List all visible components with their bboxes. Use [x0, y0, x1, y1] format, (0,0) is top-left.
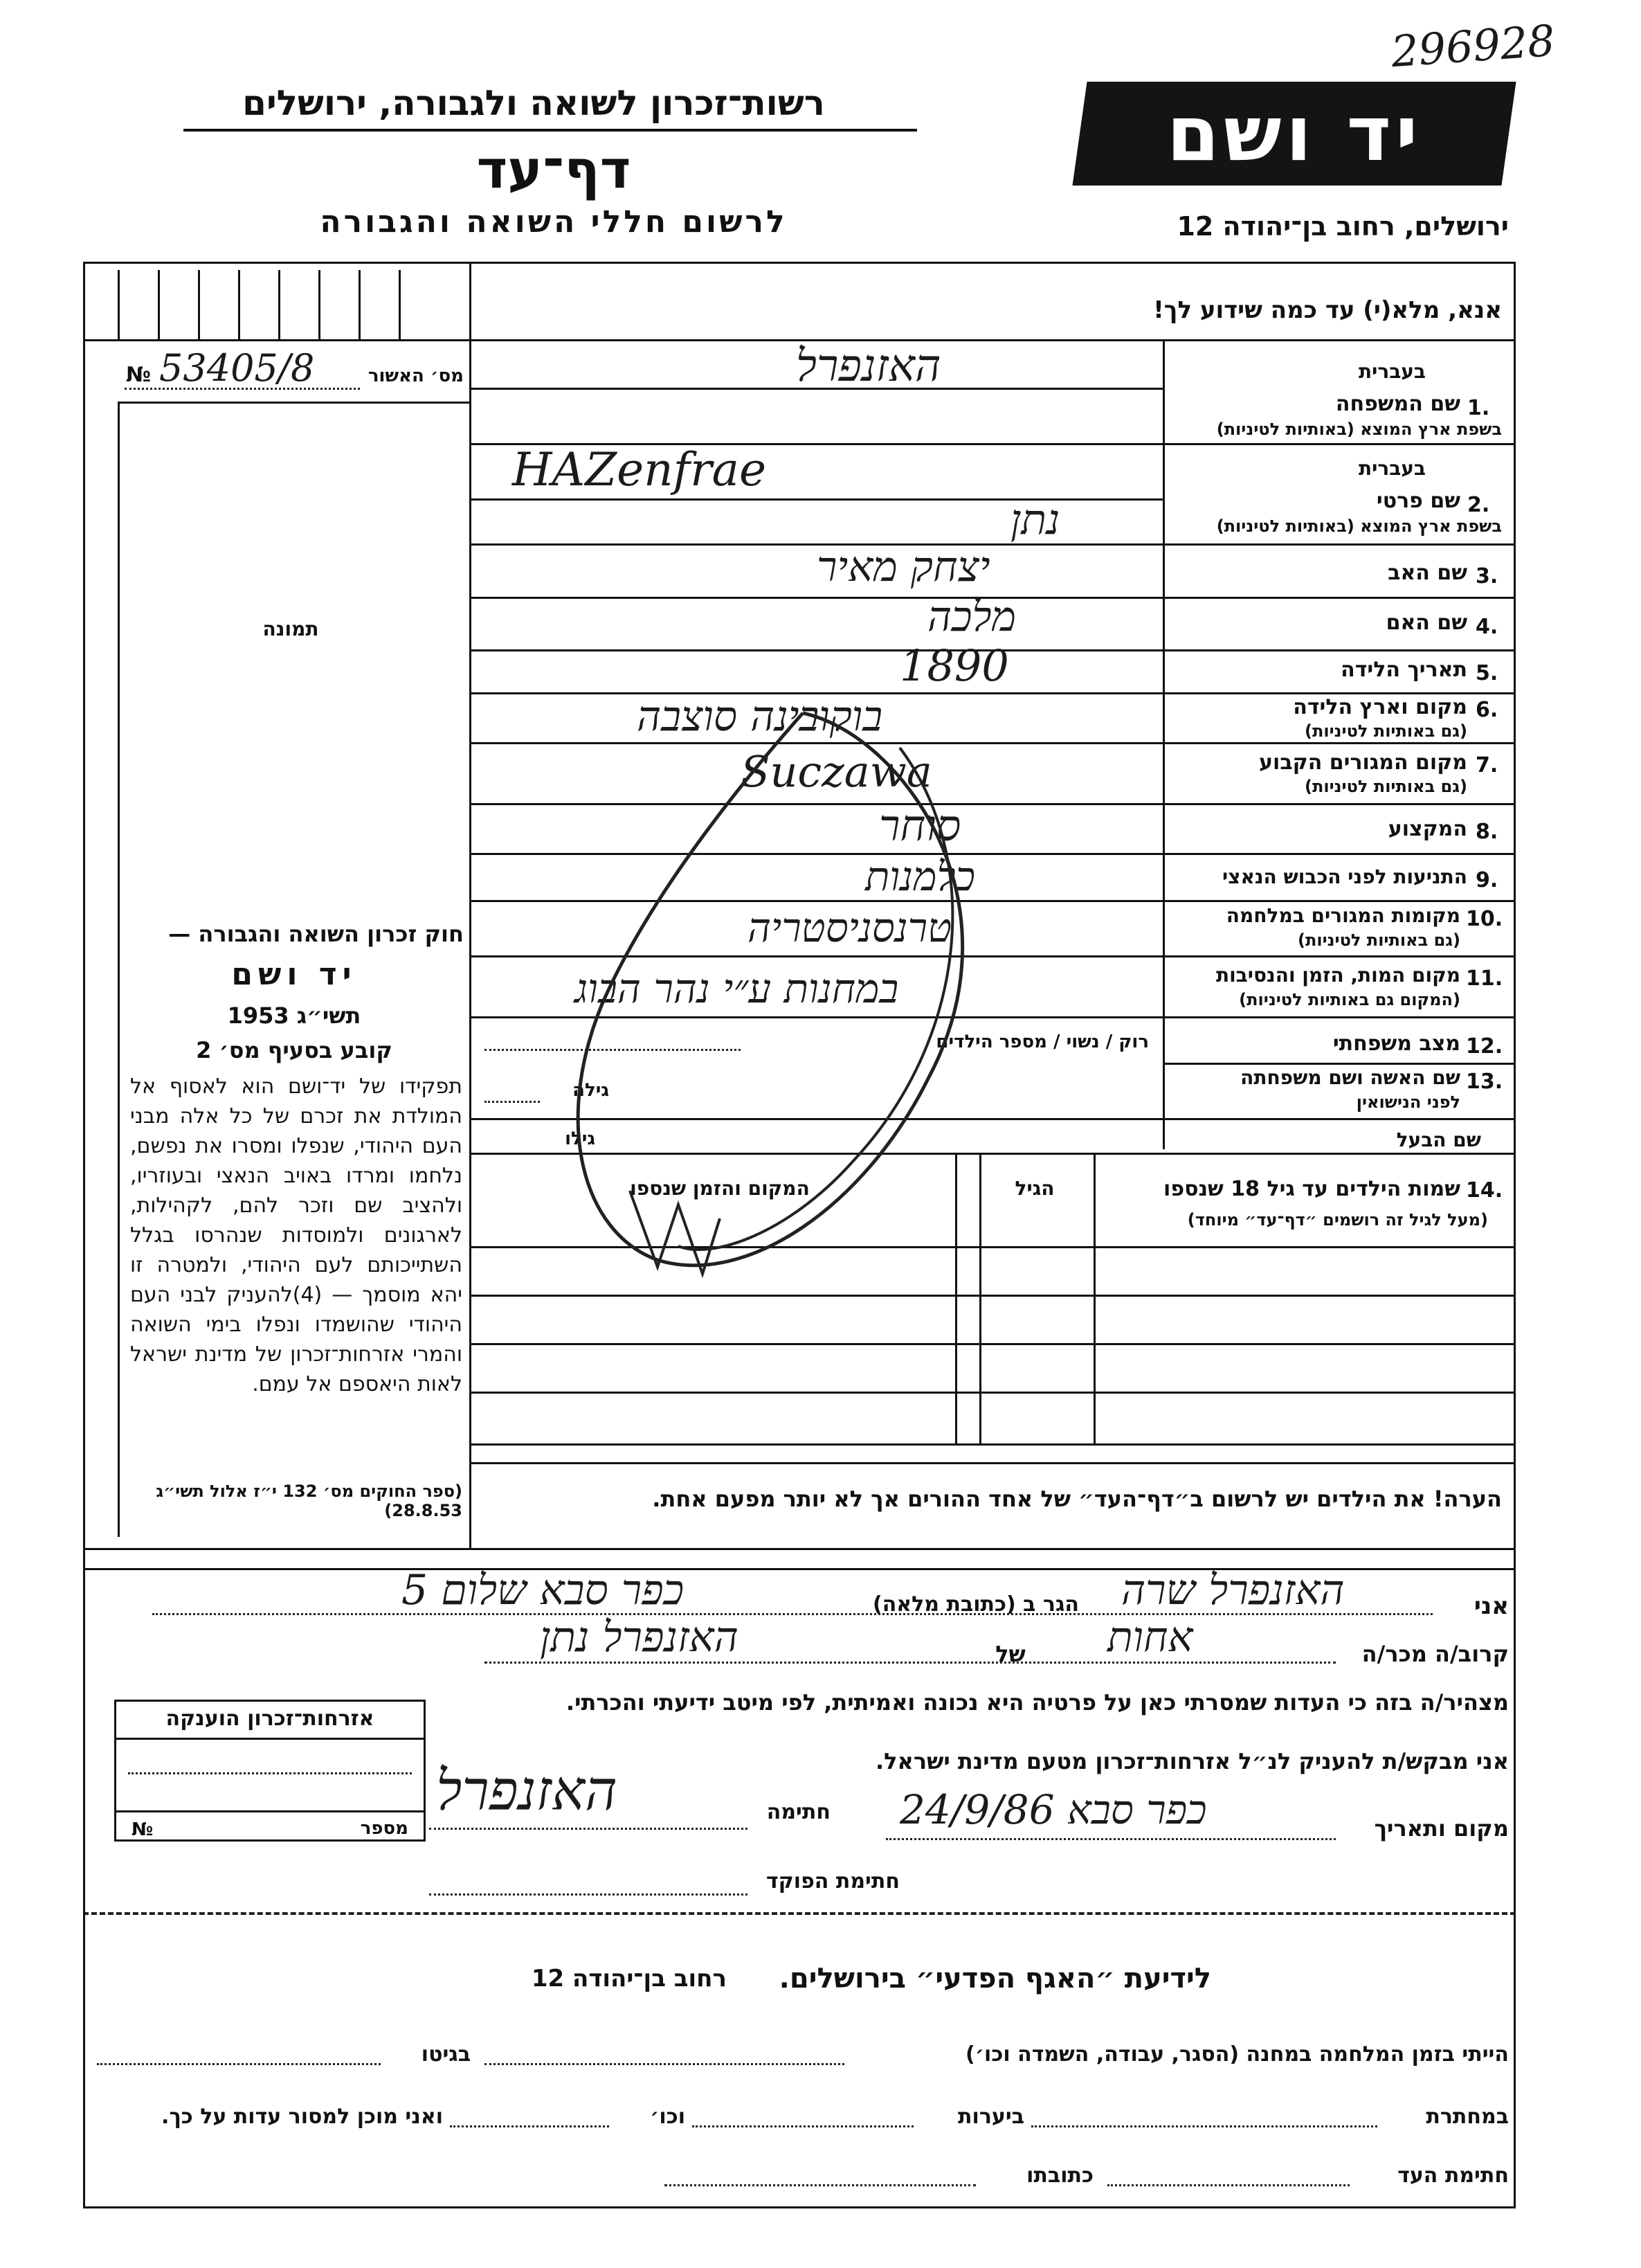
field-12-note: רוק / נשוי / מספר הילדים	[936, 1032, 1149, 1052]
approval-ticks	[118, 270, 436, 339]
children-label: שמות הילדים עד גיל 18 שנספו	[1163, 1177, 1460, 1201]
field-13-wife-age: גילה	[572, 1080, 609, 1101]
bottom-underground: במחתרת	[1426, 2105, 1509, 2129]
authority-line: רשות־זכרון לשואה ולגבורה, ירושלים	[242, 83, 825, 123]
field-13-note: לפני הנישואין	[1356, 1092, 1460, 1112]
field-1-hebrew-hint: בעברית	[1358, 360, 1426, 383]
subtitle: לרשום חללי השואה והגבורה	[320, 204, 788, 240]
sep-8	[1165, 853, 1516, 855]
sep-3	[1165, 597, 1516, 599]
field-12-num: 12.	[1466, 1034, 1503, 1059]
sep-10	[1165, 955, 1516, 957]
remark-text: הערה! את הילדים יש לרשום ב״דף־העד״ של אחד ההורים אך לא יותר מפעם אחת.	[652, 1486, 1502, 1512]
bottom-address: רחוב בן־יהודה 12	[531, 1965, 727, 1992]
bottom-forests: ביערות	[958, 2105, 1024, 2129]
field-13-wife-dotline	[484, 1101, 540, 1103]
bottom-witness-sig: חתימת העד	[1397, 2163, 1509, 2188]
bottom-underground-dots	[1031, 2125, 1377, 2127]
field-2-value-latin: HAZenfrae	[512, 443, 767, 496]
field-2-note: בשפת ארץ המוצא (באותיות לטיניות)	[1216, 516, 1502, 536]
ink-scribble	[540, 692, 1080, 1315]
declarant-name: האזנפרל שרה	[1121, 1566, 1345, 1614]
bottom-ghetto: בגיטו	[421, 2042, 471, 2067]
bottom-etc: וכו׳	[650, 2105, 685, 2129]
field-1-label: שם המשפחה	[1335, 392, 1460, 416]
approval-number: 53405/8	[159, 346, 315, 390]
photo-frame-left	[118, 402, 120, 1537]
field-6-value: בוקובינה סוצבה	[637, 692, 883, 741]
field-11-num: 11.	[1466, 966, 1503, 991]
logo-text: יד ושם	[1166, 89, 1422, 178]
husband-label: שם הבעל	[1396, 1128, 1481, 1151]
field-7-value: Suczawa	[741, 746, 932, 797]
bottom-forests-dots	[692, 2125, 914, 2127]
remark-bottomline	[83, 1548, 1516, 1550]
request: אני מבקש/ת להעניק לנ״ל אזרחות־זכרון מטעם מדינת ישראל.	[876, 1748, 1509, 1774]
sep-13	[1165, 1118, 1516, 1120]
approval-bottomline	[118, 402, 469, 404]
relation-value: אחות	[1107, 1613, 1193, 1662]
declaration-ani: אני	[1474, 1592, 1509, 1620]
field-7-note: (גם באותיות לטיניות)	[1305, 777, 1467, 796]
field-3-value: יצחק מאיר	[817, 543, 990, 591]
field-10-value: טרנסניסטריה	[747, 904, 952, 951]
sep-9	[1165, 900, 1516, 902]
field-3-num: 3.	[1476, 564, 1498, 588]
place-date-label: מקום ותאריך	[1374, 1815, 1509, 1842]
value-column-divider	[1163, 339, 1165, 1149]
field-6-num: 6.	[1476, 698, 1498, 722]
field-11-value: במחנות ע״י נהר הבוג	[574, 965, 899, 1012]
bottom-ready: ואני מוכן למסור עדות על כך.	[161, 2105, 443, 2129]
approval-prefix: №	[126, 363, 152, 387]
relative-of-value: האזנפרל נתן	[540, 1613, 738, 1662]
bottom-ghetto-dots	[97, 2063, 381, 2065]
field-7-label: מקום המגורים הקבוע	[1259, 750, 1467, 775]
field-12-label: מצב משפחתי	[1332, 1032, 1460, 1056]
citizenship-number-label: מספר	[360, 1818, 408, 1839]
field-11-note: (המקום גם באותיות לטיניות)	[1239, 990, 1460, 1009]
bottom-line1: הייתי בזמן המלחמה במחנה (הסגר, עבודה, השמדה וכו׳)	[965, 2042, 1509, 2067]
of-label: של	[995, 1641, 1026, 1667]
field-6-note: (גם באותיות לטיניות)	[1305, 721, 1467, 741]
children-row-2	[469, 1343, 1516, 1345]
field-2-label: שם פרטי	[1376, 489, 1460, 513]
field-4-num: 4.	[1476, 615, 1498, 639]
field-5-label: תאריך הלידה	[1341, 658, 1467, 682]
field-6-label: מקום וארץ הלידה	[1293, 695, 1467, 719]
citizenship-title: אזרחות־זכרון הוענקה	[165, 1707, 374, 1731]
field-2-num: 2.	[1467, 493, 1490, 517]
signature-label: חתימה	[766, 1800, 831, 1824]
field-4-label: שם האם	[1386, 611, 1467, 635]
archive-number: 296928	[1389, 15, 1557, 78]
approval-dotline	[125, 388, 360, 390]
sep-7	[1165, 803, 1516, 805]
declarant-address: כפר סבא שלום 5	[401, 1566, 684, 1614]
instruction-bottom-line	[469, 339, 1516, 341]
bottom-line1-dots	[484, 2063, 844, 2065]
instruction-text: אנא, מלא(י) עד כמה שידוע לך!	[1153, 296, 1502, 324]
field-10-label: מקומות המגורים במלחמה	[1226, 904, 1460, 927]
vline-4	[469, 649, 1163, 651]
children-place-header: המקום והזמן שנספו	[630, 1177, 810, 1200]
law-title: חוק זכרון השואה והגבורה —	[168, 921, 464, 947]
law-year: תשי״ג 1953	[227, 1002, 361, 1029]
field-8-value: סוחר	[879, 800, 961, 851]
children-col-1	[1094, 1153, 1096, 1443]
bottom-address-label: כתובתו	[1026, 2163, 1094, 2188]
field-9-label: התניעות לפני הכבוש הנאצי	[1222, 865, 1467, 888]
field-5-num: 5.	[1476, 661, 1498, 685]
field-2-value-hebrew: נתן	[1010, 496, 1060, 544]
signature-value: האזנפרל	[436, 1758, 617, 1823]
sep-11	[1165, 1016, 1516, 1018]
header-address: ירושלים, רחוב בן־יהודה 12	[1177, 211, 1509, 242]
bottom-witness-dots	[1107, 2184, 1350, 2186]
bottom-title: לידיעת ״האגף הפדעי״ בירושלים.	[779, 1963, 1211, 1995]
page-title: דף־עד	[476, 138, 631, 200]
field-1-note: בשפת ארץ המוצא (באותיות לטיניות)	[1216, 420, 1502, 439]
field-4-value: מלכה	[927, 593, 1017, 641]
sep-12	[1165, 1063, 1516, 1065]
bottom-address-dots	[664, 2184, 976, 2186]
sep-6	[1165, 742, 1516, 744]
field-10-num: 10.	[1466, 907, 1503, 931]
field-7-num: 7.	[1476, 753, 1498, 777]
vline-3	[469, 597, 1163, 599]
resides-label: הגר ב (כתובת מלאה)	[872, 1592, 1079, 1617]
remark-topline	[469, 1462, 1516, 1464]
approval-label: מס׳ האשור	[368, 366, 464, 386]
field-5-value: 1890	[900, 640, 1009, 691]
field-8-label: המקצוע	[1388, 817, 1467, 841]
children-row-4	[469, 1443, 1516, 1446]
law-section: קובע בסעיף מס׳ 2	[196, 1037, 392, 1063]
photo-label: תמונה	[262, 618, 319, 640]
field-11-label: מקום המות, הזמן והנסיבות	[1215, 964, 1460, 987]
children-row-3	[469, 1392, 1516, 1394]
field-14-num: 14.	[1466, 1178, 1503, 1203]
field-13-label: שם האשה ושם משפחתה	[1240, 1066, 1460, 1089]
law-text: תפקידו של יד־ושם הוא לאסוף אל המולדת את זכרם של כל אלה מבני העם היהודי, שנפלו ומסרו את נפשם, נלחמו ומרדו באויב הנאצי ובעוזריו, ולהציב שם וזכר להם, לקהילות, לארגונים ולמוסדות שנהרסו בגלל השתייכותם לעם היהודי, ולמטרה זו יהא מוסמך — (4)להעניק לבני העם היהודי שהושמדו ונפלו בימי השואה והמרי אזרחות־זכרון של מדינת ישראל לאות היאספם אל עמם.	[130, 1074, 462, 1396]
authority-underline	[183, 129, 917, 132]
law-name: יד ושם	[231, 957, 357, 992]
field-9-num: 9.	[1476, 868, 1498, 892]
place-date-value: כפר סבא 24/9/86	[900, 1786, 1207, 1833]
left-column-divider	[469, 262, 471, 1549]
bottom-etc-dots	[450, 2125, 609, 2127]
law-ref: (ספר החוקים מס׳ 132 י״ז אלול תשי״ג 28.8.53)	[156, 1482, 462, 1520]
sep-5	[1165, 692, 1516, 694]
children-age-header: הגיל	[1015, 1177, 1055, 1200]
field-9-value: כלמנות	[865, 853, 975, 900]
sep-4	[1165, 649, 1516, 651]
children-note: (מעל לגיל זה רושמים ״דף־עד״ מיוחד)	[1187, 1210, 1488, 1230]
relative-label: קרוב/ה מכר/ה	[1361, 1641, 1509, 1667]
sep-2	[1165, 543, 1516, 546]
field-3-label: שם האב	[1388, 561, 1467, 585]
field-10-note: (גם באותיות לטיניות)	[1298, 930, 1460, 950]
field-13-num: 13.	[1466, 1070, 1503, 1094]
field-1-value: האזנפרל	[796, 341, 941, 392]
statement: מצהיר/ה בזה כי העדות שמסרתי כאן על פרטיה היא נכונה ואמיתית, לפי מיטב ידיעתי והכרתי.	[565, 1689, 1509, 1716]
field-1-num: 1.	[1467, 396, 1490, 420]
officer-label: חתימת הפוקד	[766, 1869, 900, 1893]
field-2-hebrew-hint: בעברית	[1358, 457, 1426, 480]
husband-age: גילו	[565, 1128, 595, 1149]
approval-topline	[83, 339, 469, 341]
sep-1	[1165, 443, 1516, 445]
citizenship-prefix: №	[132, 1819, 154, 1840]
field-8-num: 8.	[1476, 820, 1498, 844]
